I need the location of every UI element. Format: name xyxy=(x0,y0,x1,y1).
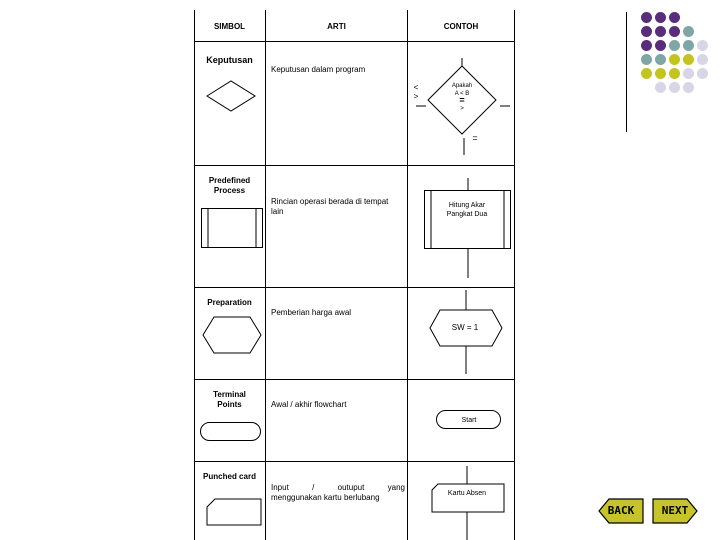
decorative-dot xyxy=(655,82,666,93)
decision-example-l1: Apakah xyxy=(451,83,473,89)
decorative-dot xyxy=(669,26,680,37)
decision-symbol xyxy=(206,80,256,112)
decorative-dot xyxy=(655,26,666,37)
decorative-dot xyxy=(641,68,652,79)
symbol-name-predefined-2: Process xyxy=(213,186,246,195)
decorative-dot xyxy=(683,40,694,51)
decorative-dot xyxy=(697,40,708,51)
preparation-example xyxy=(428,290,508,376)
predefined-example-l2: Pangkat Dua xyxy=(446,211,488,218)
back-button[interactable] xyxy=(598,498,644,524)
decision-example-below: = xyxy=(472,133,478,143)
header-arti: ARTI xyxy=(327,22,346,31)
terminal-symbol xyxy=(200,422,262,442)
decision-example-l3: = xyxy=(459,95,465,105)
decorative-dot xyxy=(683,68,694,79)
punched-card-example xyxy=(430,466,506,540)
symbol-name-predefined-1: Predefined xyxy=(208,176,251,185)
decorative-dot xyxy=(641,26,652,37)
symbol-table xyxy=(194,10,515,540)
symbol-name-keputusan: Keputusan xyxy=(206,55,253,65)
decision-example-left1: < xyxy=(413,83,419,92)
decorative-dot xyxy=(669,68,680,79)
predefined-process-example xyxy=(422,178,514,282)
desc-predefined-2: lain xyxy=(271,207,284,216)
decorative-dot xyxy=(669,40,680,51)
preparation-example-l1: SW = 1 xyxy=(451,323,479,332)
decision-example-l4: > xyxy=(460,106,464,112)
punched-example-l1: Kartu Absen xyxy=(447,490,487,497)
predefined-process-symbol xyxy=(201,208,263,248)
punched-card-symbol xyxy=(206,498,262,526)
decorative-dot xyxy=(683,54,694,65)
desc-terminal: Awal / akhir flowchart xyxy=(271,400,347,409)
desc-preparation: Pemberian harga awal xyxy=(271,308,352,317)
desc-punched-2: menggunakan kartu berlubang xyxy=(271,493,380,502)
decorative-dot xyxy=(683,82,694,93)
header-simbol: SIMBOL xyxy=(213,22,246,31)
decorative-dot xyxy=(669,12,680,23)
header-contoh: CONTOH xyxy=(443,22,479,31)
decision-example-left2: > xyxy=(413,92,419,101)
decorative-dot xyxy=(655,68,666,79)
decorative-dot xyxy=(655,54,666,65)
symbol-name-preparation: Preparation xyxy=(207,298,252,307)
decorative-dot xyxy=(669,54,680,65)
decorative-dot xyxy=(669,82,680,93)
decorative-dot xyxy=(641,54,652,65)
row-divider xyxy=(194,165,515,166)
decorative-dot xyxy=(683,26,694,37)
symbol-name-punched-card: Punched card xyxy=(203,472,256,481)
desc-keputusan: Keputusan dalam program xyxy=(271,65,366,74)
symbol-name-terminal-1: Terminal xyxy=(213,390,246,399)
decorative-dot xyxy=(655,12,666,23)
row-divider xyxy=(194,379,515,380)
next-button-label: NEXT xyxy=(661,504,689,517)
back-button-label: BACK xyxy=(607,504,635,517)
decorative-dot xyxy=(655,40,666,51)
next-button[interactable] xyxy=(652,498,698,524)
symbol-name-terminal-2: Points xyxy=(217,400,242,409)
predefined-example-l1: Hitung Akar xyxy=(448,202,486,209)
decoration-vertical-line xyxy=(626,12,627,132)
decorative-dot xyxy=(641,40,652,51)
row-divider xyxy=(194,461,515,462)
terminal-example-l1: Start xyxy=(461,417,477,424)
decorative-dot xyxy=(697,68,708,79)
decorative-dot xyxy=(697,54,708,65)
desc-punched-1: Input / outuput yang xyxy=(271,483,405,492)
preparation-symbol xyxy=(202,316,262,354)
decorative-dot xyxy=(641,12,652,23)
desc-predefined-1: Rincian operasi berada di tempat xyxy=(271,197,389,206)
row-divider xyxy=(194,287,515,288)
decision-example-l2: A < B xyxy=(454,91,470,97)
row-divider xyxy=(194,41,515,42)
